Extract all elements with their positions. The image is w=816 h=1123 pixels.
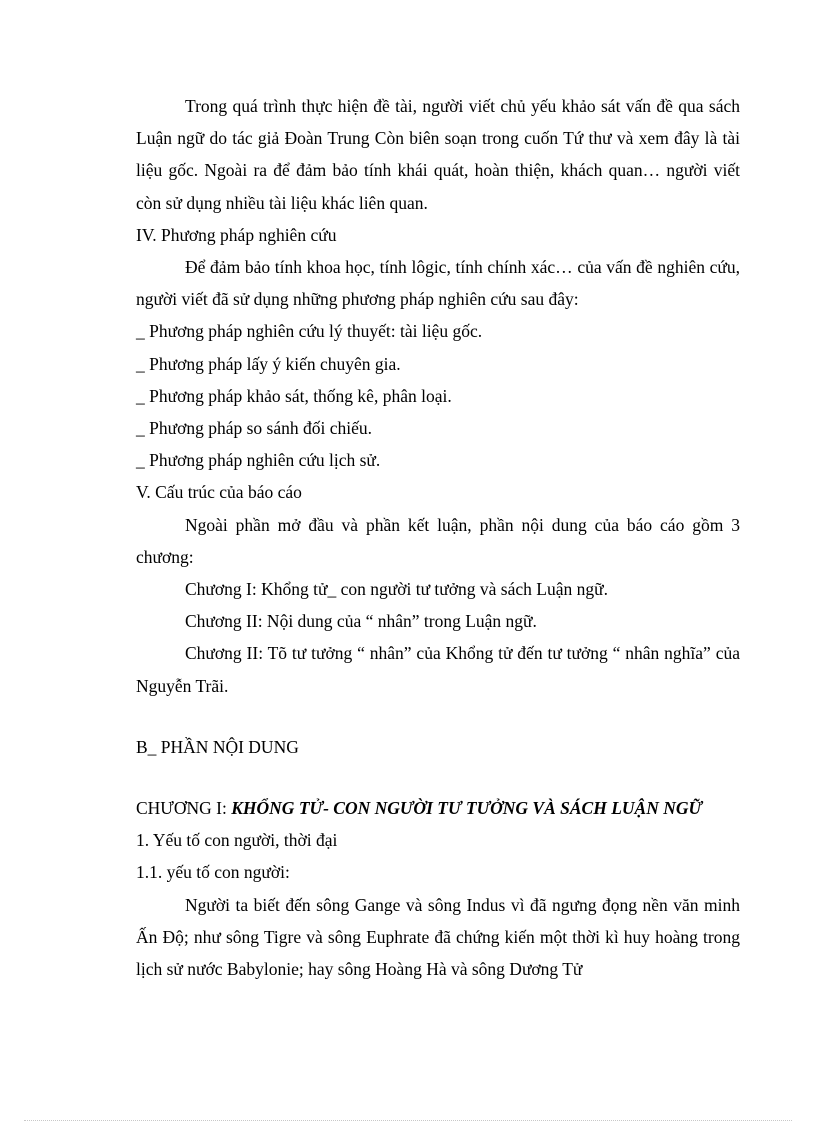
section-v-paragraph: Ngoài phần mở đầu và phần kết luận, phần nội dung của báo cáo gồm 3 chương: — [136, 514, 740, 567]
spacer — [136, 763, 740, 792]
chapter-one-prefix: CHƯƠNG I: — [136, 798, 232, 819]
document-page — [136, 90, 740, 985]
spacer — [136, 702, 740, 731]
chapter-item: Chương II: Nội dung của “ nhân” trong Luận ngữ. — [185, 611, 537, 632]
chapter-one-heading — [136, 792, 740, 824]
subsection-1-heading: 1. Yếu tố con người, thời đại — [136, 830, 338, 851]
section-v-heading: V. Cấu trúc của báo cáo — [136, 482, 302, 503]
chapter-one-title: KHỔNG TỬ- CON NGƯỜI TƯ TƯỞNG VÀ SÁCH LUẬN NGỮ — [231, 798, 703, 819]
method-item: _ Phương pháp khảo sát, thống kê, phân loại. — [136, 385, 452, 406]
method-item: _ Phương pháp so sánh đối chiếu. — [136, 418, 373, 439]
method-item: _ Phương pháp nghiên cứu lý thuyết: tài liệu gốc. — [136, 321, 483, 342]
chapter-three-paragraph: Chương II: Tõ tư tưởng “ nhân” của Khổng tử đến tư tưởng “ nhân nghĩa” của Nguyễn Trãi. — [136, 643, 740, 696]
intro-paragraph: Trong quá trình thực hiện đề tài, người viết chủ yếu khảo sát vấn đề qua sách Luận ngữ do tác giả Đoàn Trung Còn biên soạn trong cuốn Tứ thư và xem đây là tài liệu gốc. Ngoài ra để đảm bảo tính khái quát, hoàn thiện, khách quan… người viết còn sử dụng nhiều tài liệu khác liên quan. — [136, 96, 740, 213]
section-iv-heading: IV. Phương pháp nghiên cứu — [136, 224, 337, 245]
subsection-1-1-heading: 1.1. yếu tố con người: — [136, 862, 290, 883]
closing-paragraph: Người ta biết đến sông Gange và sông Indus vì đã ngưng đọng nền văn minh Ấn Độ; như sông Tigre và sông Euphrate đã chứng kiến một thời kì huy hoàng trong lịch sử nước Babylonie; hay sông Hoàng Hà và sông Dương Tử — [136, 894, 740, 980]
method-item: _ Phương pháp lấy ý kiến chuyên gia. — [136, 353, 401, 374]
part-b-heading: B_ PHẦN NỘI DUNG — [136, 736, 299, 757]
method-item: _ Phương pháp nghiên cứu lịch sử. — [136, 450, 381, 471]
chapter-item: Chương I: Khổng tử_ con người tư tưởng và sách Luận ngữ. — [185, 579, 608, 600]
page-bottom-divider — [24, 1120, 792, 1121]
section-iv-paragraph: Để đảm bảo tính khoa học, tính lôgic, tính chính xác… của vấn đề nghiên cứu, người viết đã sử dụng những phương pháp nghiên cứu sau đây: — [136, 257, 740, 310]
methods-list — [136, 315, 740, 476]
chapter-list — [136, 573, 740, 637]
